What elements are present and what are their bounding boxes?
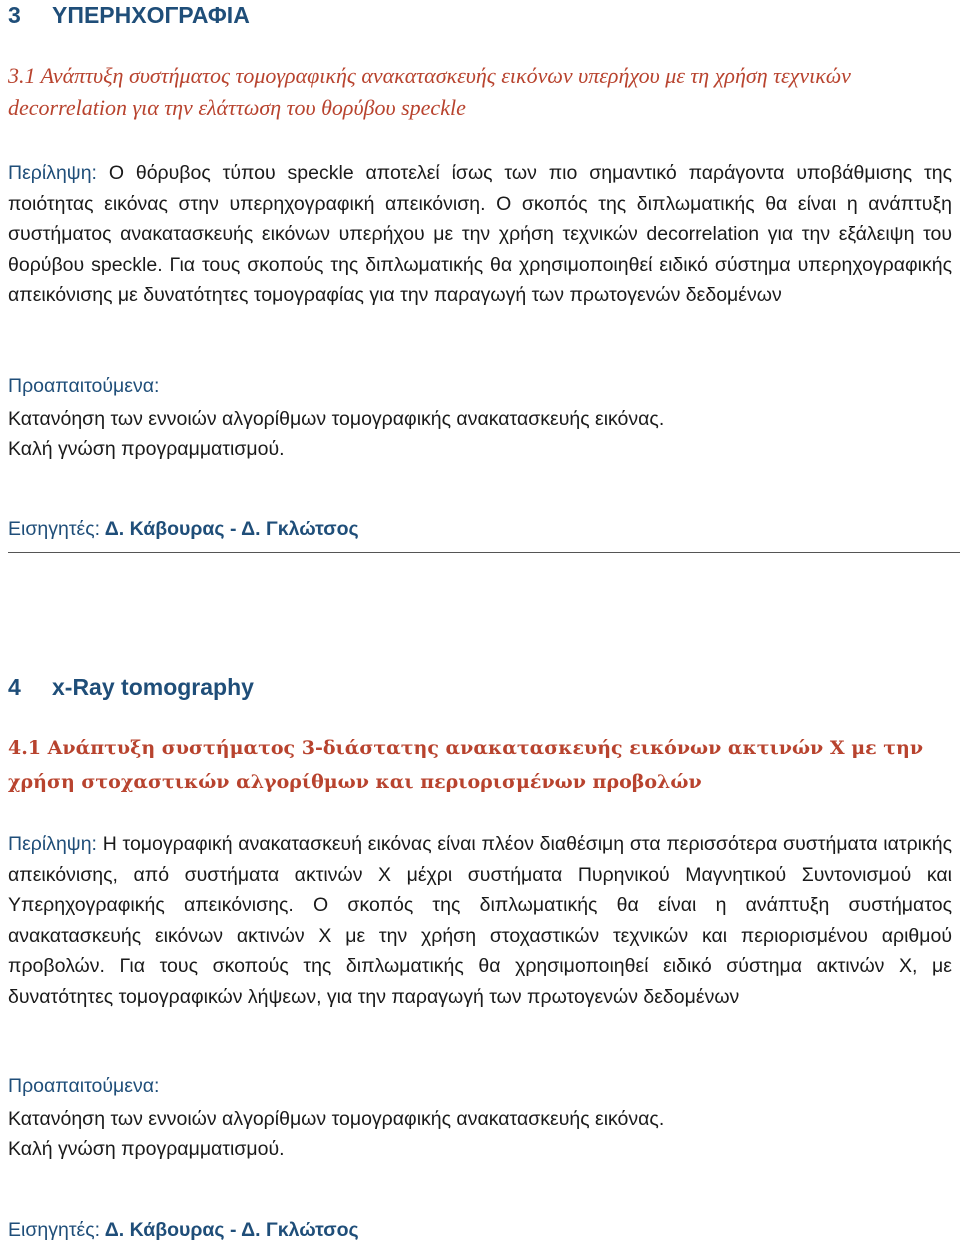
section-3-title: ΥΠΕΡΗΧΟΓΡΑΦΙΑ xyxy=(52,2,250,28)
section-3-number: 3 xyxy=(8,2,21,28)
prereq-label: Προαπαιτούμενα: xyxy=(8,1075,160,1097)
summary-text: Η τομογραφική ανακατασκευή εικόνας είναι πλέον διαθέσιμη στα περισσότερα συστήματα ιατρικής απεικόνισης, από συστήματα ακτινών Χ μέχρι συστήματα Πυρηνικού Μαγνητικού Συντονισμού και Υπερηχογραφικής απεικόνισης. Ο σκοπός της διπλωματικής θα είναι η ανάπτυξη συστήματος ανακατασκευής εικόνων ακτινών Χ με την χρήση στοχαστικών τεχνικών και περιορισμένου αριθμού προβολών. Για τους σκοπούς της διπλωματικής θα χρησιμοποιηθεί ειδικό σύστημα ακτινών Χ, με δυνατότητες τομογραφικών λήψεων, για την παραγωγή των πρωτογενών δεδομένων xyxy=(8,833,952,1008)
prereq-line-2: Καλή γνώση προγραμματισμού. xyxy=(8,1138,285,1160)
lecturers-names: Δ. Κάβουρας - Δ. Γκλώτσος xyxy=(104,1219,359,1241)
summary-label: Περίληψη: xyxy=(8,833,97,855)
section-3-summary xyxy=(8,158,952,311)
section-4-lecturers xyxy=(8,1215,359,1245)
prereq-line-1: Κατανόηση των εννοιών αλγορίθμων τομογραφικής ανακατασκευής εικόνας. xyxy=(8,408,665,430)
prereq-label: Προαπαιτούμενα: xyxy=(8,375,160,397)
lecturers-names: Δ. Κάβουρας - Δ. Γκλώτσος xyxy=(104,518,359,540)
summary-label: Περίληψη: xyxy=(8,162,97,184)
subsection-3-1-title: 3.1 Ανάπτυξη συστήματος τομογραφικής ανακατασκευής εικόνων υπερήχου με τη χρήση τεχνικών decorrelation για την ελάττωση του θορύβου speckle xyxy=(8,63,851,120)
lecturers-label: Εισηγητές: xyxy=(8,518,101,540)
section-3-lecturers xyxy=(8,514,359,544)
section-4-heading xyxy=(8,674,254,701)
subsection-4-1-title: 4.1 Ανάπτυξη συστήματος 3-διάστατης ανακατασκευής εικόνων ακτινών Χ με την χρήση στοχαστικών αλγορίθμων και περιορισμένων προβολών xyxy=(8,737,924,793)
section-4-summary xyxy=(8,829,952,1012)
section-divider xyxy=(8,552,960,553)
summary-text: Ο θόρυβος τύπου speckle αποτελεί ίσως των πιο σημαντικό παράγοντα υποβάθμισης της ποιότητας εικόνας στην υπερηχογραφική απεικόνιση. Ο σκοπός της διπλωματικής θα είναι η ανάπτυξη συστήματος ανακατασκευής εικόνων υπερήχου με την χρήση τεχνικών decorrelation για την εξάλειψη του θορύβου speckle. Για τους σκοπούς της διπλωματικής θα χρησιμοποιηθεί ειδικό σύστημα υπερηχογραφικής απεικόνισης με δυνατότητες τομογραφίας για την παραγωγή των πρωτογενών δεδομένων xyxy=(8,162,952,306)
prereq-line-2: Καλή γνώση προγραμματισμού. xyxy=(8,438,285,460)
section-4-title: x-Ray tomography xyxy=(52,674,254,700)
section-4-number: 4 xyxy=(8,674,21,700)
section-3-heading xyxy=(8,2,250,29)
lecturers-label: Εισηγητές: xyxy=(8,1219,101,1241)
prereq-line-1: Κατανόηση των εννοιών αλγορίθμων τομογραφικής ανακατασκευής εικόνας. xyxy=(8,1108,665,1130)
